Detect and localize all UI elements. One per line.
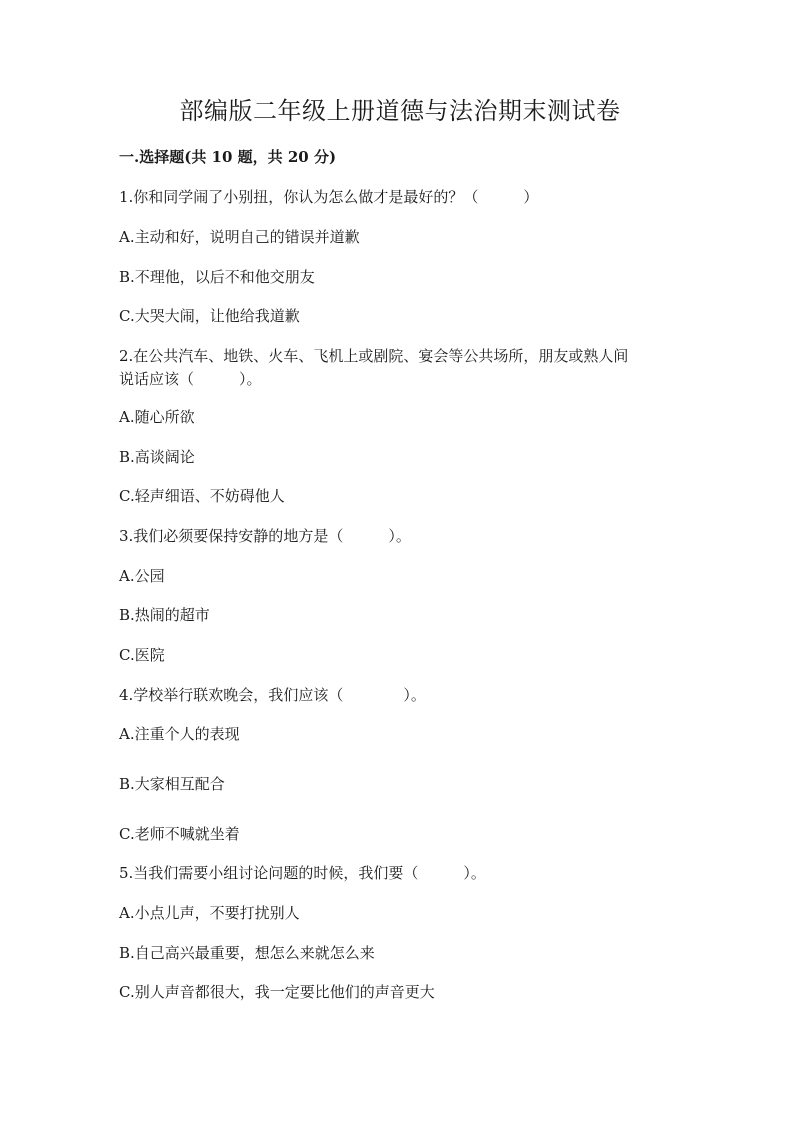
question-1-option-c: C.大哭大闹，让他给我道歉 <box>119 307 300 325</box>
question-4-option-a: A.注重个人的表现 <box>119 725 240 743</box>
question-4-stem: 4.学校举行联欢晚会，我们应该（ ）。 <box>119 686 426 704</box>
question-5-option-a: A.小点儿声，不要打扰别人 <box>119 904 300 922</box>
question-2-option-a: A.随心所欲 <box>119 408 195 426</box>
question-2-option-b: B.高谈阔论 <box>119 448 195 466</box>
question-5-option-c: C.别人声音都很大，我一定要比他们的声音更大 <box>119 983 435 1001</box>
question-2-stem-line1: 2.在公共汽车、地铁、火车、飞机上或剧院、宴会等公共场所，朋友或熟人间 <box>119 347 629 365</box>
question-1-option-a: A.主动和好，说明自己的错误并道歉 <box>119 228 360 246</box>
question-1-stem: 1.你和同学闹了小别扭，你认为怎么做才是最好的？（ ） <box>119 188 539 206</box>
question-2-option-c: C.轻声细语、不妨碍他人 <box>119 487 285 505</box>
question-1-option-b: B.不理他，以后不和他交朋友 <box>119 268 315 286</box>
question-3-option-c: C.医院 <box>119 646 165 664</box>
question-2-stem-line2: 说话应该（ ）。 <box>119 370 262 388</box>
question-4-option-c: C.老师不喊就坐着 <box>119 825 240 843</box>
question-5-option-b: B.自己高兴最重要，想怎么来就怎么来 <box>119 944 375 962</box>
question-3-option-b: B.热闹的超市 <box>119 606 210 624</box>
question-3-option-a: A.公园 <box>119 567 165 585</box>
question-3-stem: 3.我们必须要保持安静的地方是（ ）。 <box>119 527 411 545</box>
question-5-stem: 5.当我们需要小组讨论问题的时候，我们要（ ）。 <box>119 864 486 882</box>
page-title: 部编版二年级上册道德与法治期末测试卷 <box>179 97 621 125</box>
section-heading: 一.选择题(共 10 题，共 20 分) <box>119 148 337 166</box>
question-4-option-b: B.大家相互配合 <box>119 775 225 793</box>
